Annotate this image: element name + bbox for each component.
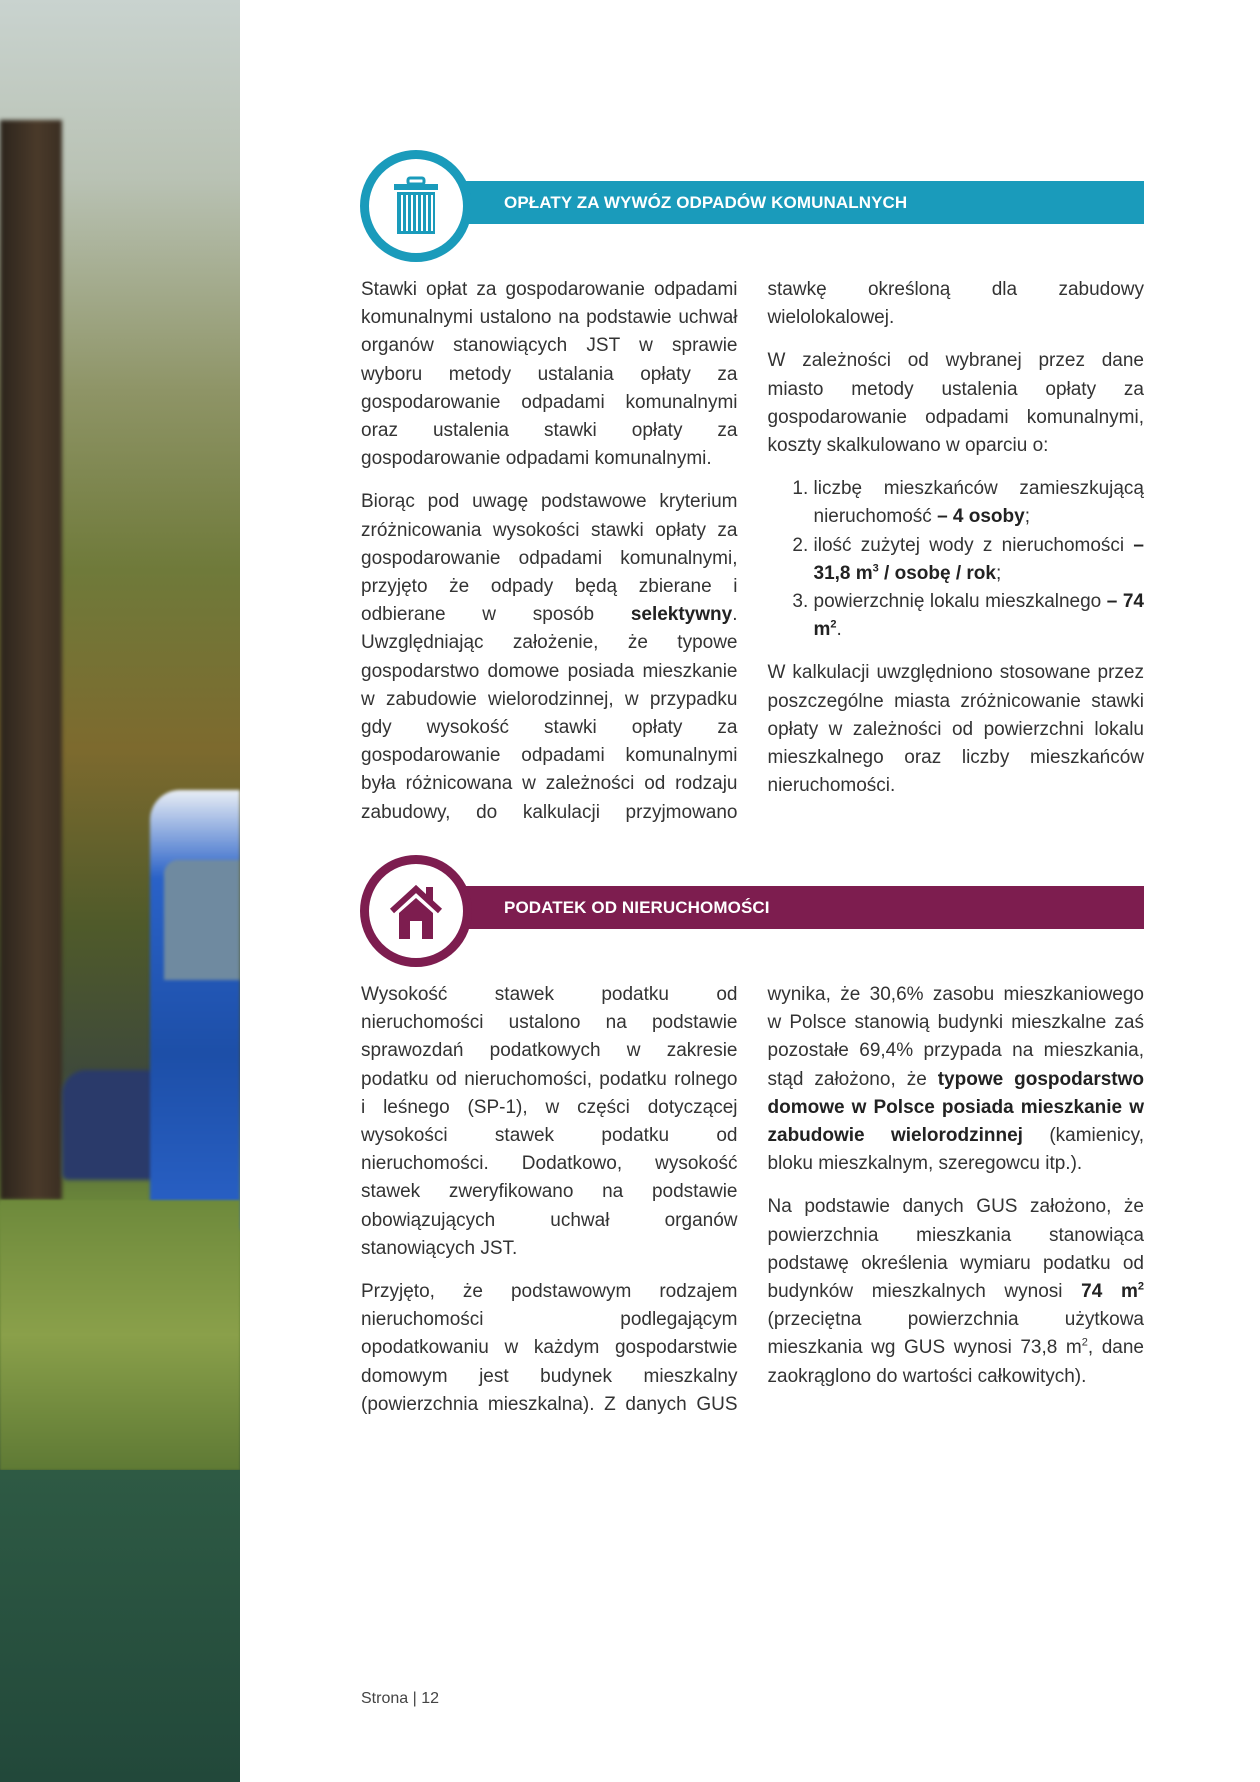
page-number: Strona | 12 — [361, 1690, 439, 1707]
text: powierzchnię lokalu mieszkalnego — [813, 591, 1107, 613]
list-item — [814, 588, 1145, 644]
section-header-property-tax — [358, 855, 1144, 965]
tram — [150, 790, 240, 1230]
fence — [0, 1470, 240, 1782]
bold-text: 74 m — [1081, 1281, 1138, 1303]
tree-trunk — [0, 120, 62, 1200]
text: ; — [995, 562, 1002, 584]
calculation-basis-list — [768, 475, 1145, 644]
bold-text: typowe gospodarstwo domowe w Polsce posiada mieszkanie w zabudowie wielorodzinnej — [767, 1068, 1144, 1147]
paragraph: Stawki opłat za gospodarowanie odpadami komunalnymi ustalono na podstawie uchwał organów stanowiących JST w sprawie wyboru metody ustalania opłaty za gospodarowanie odpadami komunalnymi oraz ustalenia stawki opłaty za gospodarowanie odpadami komunalnymi. — [361, 279, 738, 470]
paragraph — [768, 1193, 1145, 1390]
paragraph: Wysokość stawek podatku od nieruchomości ustalono na podstawie sprawozdań podatkowych w zakresie podatku od nieruchomości, podatku rolnego i leśnego (SP-1), w części dotyczącej wysokości stawek podatku od nieruchomości. Dodatkowo, wysokość stawek zweryfikowano na podstawie obowiązujących uchwał organów stanowiących JST. — [361, 984, 738, 1259]
bold-text: selektywny — [630, 604, 733, 626]
text: (kamienicy, bloku mieszkalnym, szeregowcu itp.). — [767, 1125, 1144, 1175]
side-photo — [0, 0, 240, 1782]
section-title: PODATEK OD NIERUCHOMOŚCI — [504, 898, 770, 917]
superscript: 3 — [872, 562, 879, 575]
bold-text: – 31,8 m — [813, 534, 1144, 584]
text: . — [836, 619, 842, 641]
icon-circle — [360, 150, 472, 262]
icon-circle — [360, 855, 472, 967]
bold-text: – 74 m — [813, 591, 1145, 641]
paragraph: W kalkulacji uwzględniono stosowane przez poszczególne miasta zróżnicowanie stawki opłaty w zależności od powierzchni lokalu mieszkalnego oraz liczby mieszkańców nieruchomości. — [767, 662, 1144, 797]
text: ilość zużytej wody z nieruchomości — [813, 534, 1134, 556]
trash-bin-icon — [386, 176, 446, 236]
house-icon — [386, 881, 446, 941]
text: (przeciętna powierzchnia użytkowa mieszkania wg GUS wynosi 73,8 m — [767, 1309, 1144, 1359]
tram-window — [164, 860, 240, 980]
superscript: 2 — [1137, 1280, 1144, 1293]
section-title: OPŁATY ZA WYWÓZ ODPADÓW KOMUNALNYCH — [504, 193, 908, 212]
text: Przyjęto, że podstawowym rodzajem nieruchomości podlegającym opodatkowaniu w każdym gospodarstwie domowym jest budynek mieszkalny (powierzchnia mieszkalna). Z danych GUS wynika, że 30,6% zasobu mieszkaniowego w Polsce stanowią budynki mieszkalne zaś pozostałe 69,4% przypada na mieszkania, stąd założono, że — [361, 984, 1144, 1415]
text: Biorąc pod uwagę podstawowe kryterium zróżnicowania wysokości stawki opłaty za gospodarowanie odpadami komunalnymi, przyjęto że odpady będą zbierane i odbierane w sposób — [361, 491, 738, 626]
section-header-waste-fees — [358, 150, 1144, 260]
text: , dane zaokrąglono do wartości całkowitych). — [767, 1337, 1144, 1387]
text: ; — [1024, 506, 1030, 528]
text: liczbę mieszkańców zamieszkującą nieruchomość — [813, 478, 1144, 528]
paragraph: W zależności od wybranej przez dane miasto metody ustalenia opłaty za gospodarowanie odpadami komunalnymi, koszty skalkulowano w oparciu o: — [767, 350, 1144, 457]
superscript: 2 — [830, 618, 837, 631]
text: Na podstawie danych GUS założono, że powierzchnia mieszkania stanowiąca podstawę określenia wymiaru podatku od budynków mieszkalnych wynosi — [767, 1196, 1144, 1303]
bold-text: – 4 osoby — [937, 506, 1025, 528]
section1-text — [361, 276, 1144, 827]
superscript: 2 — [1081, 1337, 1088, 1350]
section2-text — [361, 981, 1144, 1419]
list-item — [814, 475, 1145, 531]
text: . Uwzględniając założenie, że typowe gospodarstwo domowe posiada mieszkanie w zabudowie wielorodzinnej, w przypadku gdy wysokość stawki opłaty za gospodarowanie odpadami komunalnymi była różnicowana w zależności od rodzaju zabudowy, do kalkulacji przyjmowano stawkę określoną dla zabudowy wielolokalowej. — [361, 279, 1144, 823]
grass — [0, 1200, 240, 1470]
car — [62, 1070, 157, 1180]
list-item — [814, 532, 1145, 588]
bold-text: / osobę / rok — [878, 562, 996, 584]
